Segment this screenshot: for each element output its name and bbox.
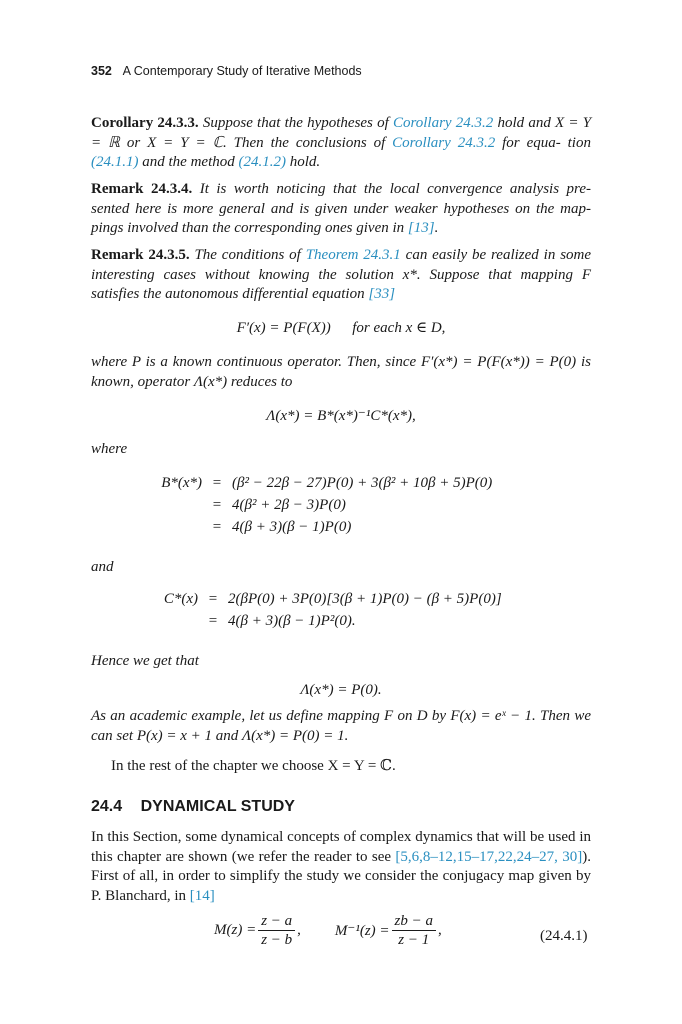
equation-b-star: B*(x*) = (β² − 22β − 27)P(0) + 3(β² + 10β + 5)P(0) = 4(β² + 2β − 3)P(0) = 4(β + 3)(β − 1)P(0) xyxy=(161,474,493,535)
remark-24-3-4: Remark 24.3.4. It is worth noticing that the local convergence analysis pre- sented here is more general and is given under weaker hypotheses on the map- pings involved than the corresponding ones given in [13]. xyxy=(91,181,591,236)
equation-c-star: C*(x) = 2(βP(0) + 3P(0)[3(β + 1)P(0) − (β + 5)P(0)] = 4(β + 3)(β − 1)P²(0). xyxy=(163,590,502,629)
page-number: 352 xyxy=(91,64,112,78)
link-ref-30[interactable]: 30] xyxy=(562,848,583,865)
corollary-24-3-3: Corollary 24.3.3. Suppose that the hypotheses of Corollary 24.3.2 hold and X = Y = ℝ or X = Y = ℂ. Then the conclusions of Corollary 24.3.2 for equa- tion (24.1.1) and the method (24.1.2) hold. xyxy=(91,115,592,170)
equation-conjugacy-map: M(z) = $\frac{z - a}{z - b}$ , M⁻¹(z) = $\frac{zb - a}{z - 1}$ , xyxy=(214,913,442,948)
paragraph-where-p: where P is a known continuous operator. Then, since F′(x*) = P(F(x*)) = P(0) is known, operator Λ(x*) reduces to xyxy=(91,354,591,390)
equation-autonomous: F′(x) = P(F(X)) for each x ∈ D, xyxy=(236,320,446,336)
equation-lambda: Λ(x*) = B*(x*)⁻¹C*(x*), xyxy=(266,408,416,424)
section-title: DYNAMICAL STUDY xyxy=(140,798,295,815)
hence-label: Hence we get that xyxy=(91,653,199,669)
link-theorem-24-3-1[interactable]: Theorem 24.3.1 xyxy=(305,247,401,263)
link-ref-13[interactable]: [13] xyxy=(407,220,435,236)
fraction-m-inverse: $\frac{zb - a}{z - 1}$ xyxy=(392,912,436,949)
link-ref-33[interactable]: [33] xyxy=(368,286,396,302)
link-ref-14[interactable]: [14] xyxy=(189,887,215,904)
fraction-m: $\frac{z - a}{z - b}$ xyxy=(258,912,295,949)
paragraph-academic-example: As an academic example, let us define mapping F on D by F(x) = eˣ − 1. Then we can set P(x) = x + 1 and Λ(x*) = P(0) = 1. xyxy=(91,708,591,744)
paragraph-rest-of-chapter: In the rest of the chapter we choose X = Y = ℂ. xyxy=(111,758,396,774)
section-heading xyxy=(91,798,295,816)
link-refs-dynamics[interactable]: [5,6,8–12,15–17,22,24–27, xyxy=(395,848,558,865)
equation-tag: (24.4.1) xyxy=(540,928,588,944)
paragraph-dynamical-concepts: In this Section, some dynamical concepts of complex dynamics that will be used in this chapter are shown (we refer the reader to see [5,6,8–12,15–17,22,24–27, 30]). First of all, in order to simplify the study we consider the conjugacy map given by P. Blanchard, in [14] xyxy=(91,829,592,904)
and-label: and xyxy=(91,559,114,575)
remark-24-3-5: Remark 24.3.5. The conditions of Theorem 24.3.1 can easily be realized in some interesting cases without knowing the solution x*. Suppose that mapping F satisfies the autonomous differential equation [33] xyxy=(91,247,592,302)
link-eq-24-1-1[interactable]: (24.1.1) xyxy=(91,154,139,170)
section-number: 24.4 xyxy=(91,798,123,815)
link-corollary-24-3-2[interactable]: Corollary 24.3.2 xyxy=(392,115,494,131)
link-eq-24-1-2[interactable]: (24.1.2) xyxy=(238,154,286,170)
where-label: where xyxy=(91,441,128,457)
running-title: A Contemporary Study of Iterative Methods xyxy=(122,64,362,78)
equation-lambda-result: Λ(x*) = P(0). xyxy=(300,682,382,698)
link-corollary-24-3-2-b[interactable]: Corollary 24.3.2 xyxy=(392,134,496,151)
running-header xyxy=(91,64,362,78)
